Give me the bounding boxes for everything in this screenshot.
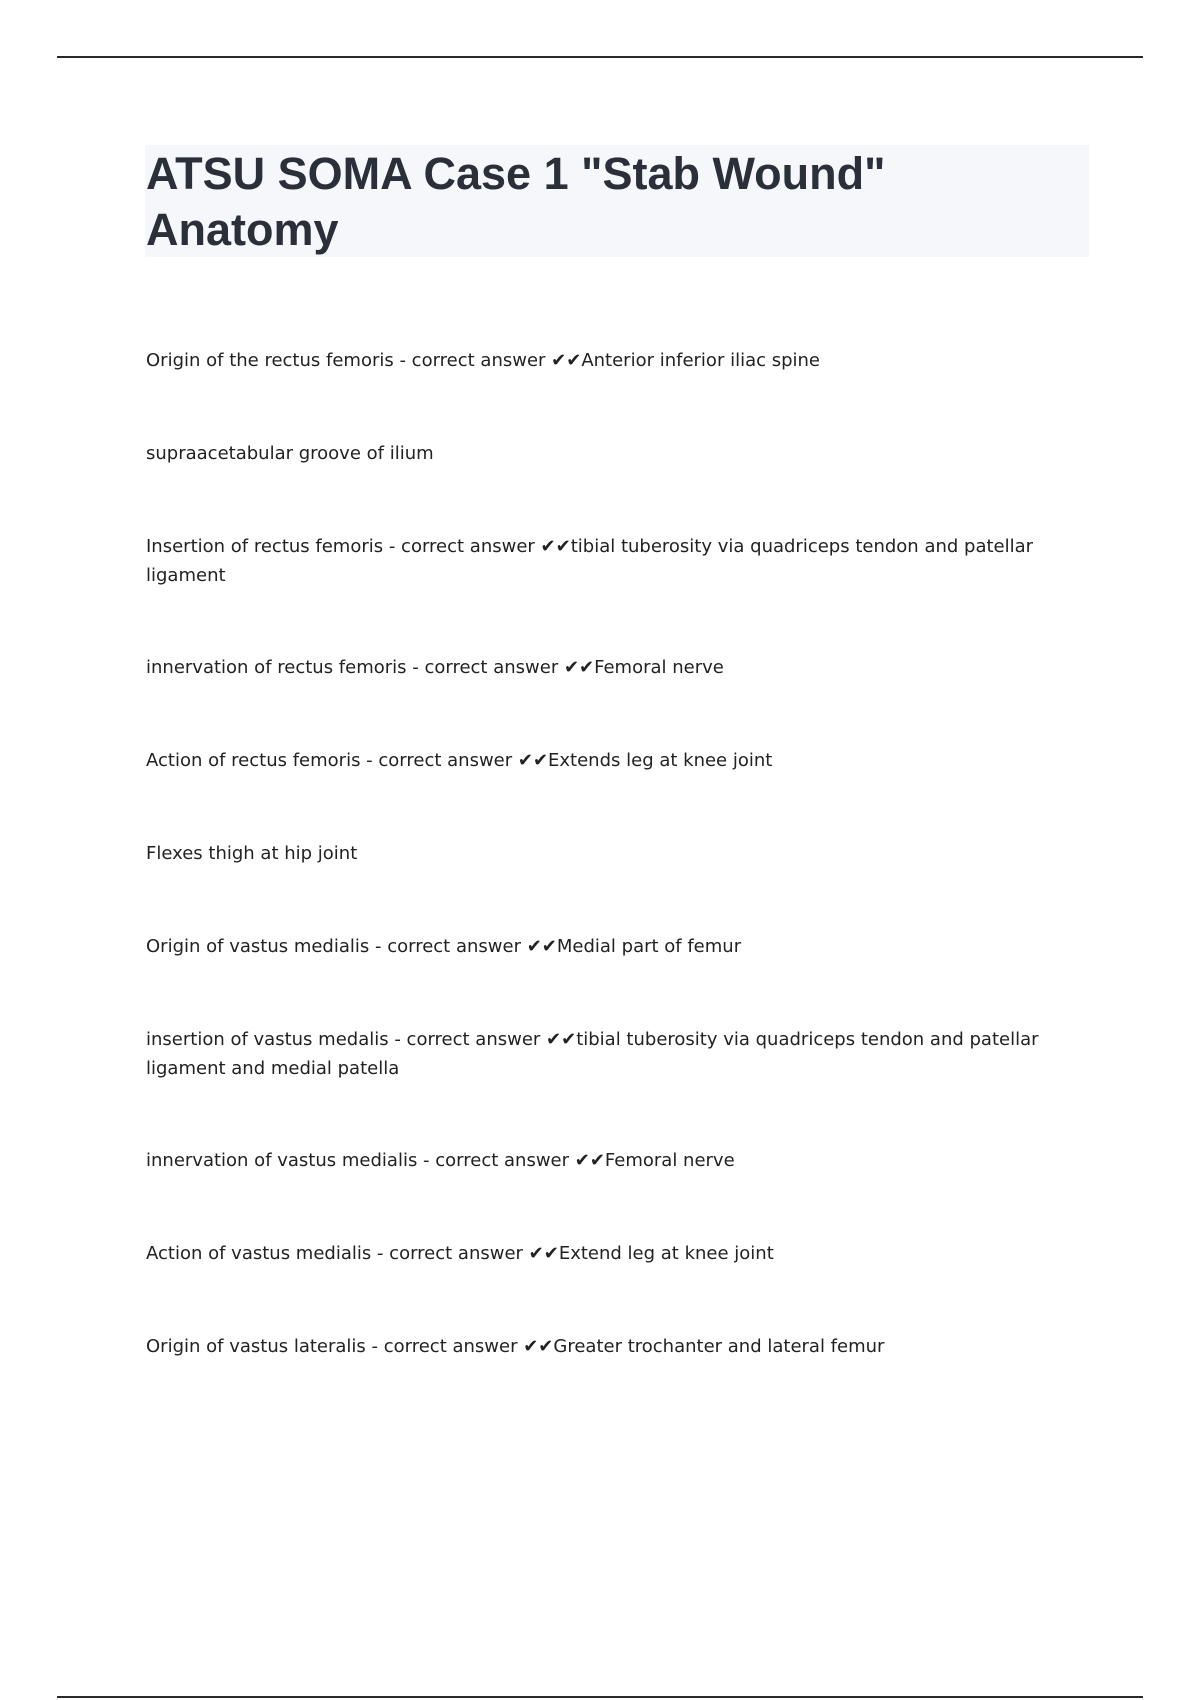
- page-title: ATSU SOMA Case 1 "Stab Wound" Anatomy: [146, 148, 886, 255]
- bottom-divider: [57, 1696, 1143, 1698]
- list-item: Insertion of rectus femoris - correct answer ✔✔tibial tuberosity via quadriceps tendon and patellar ligament: [146, 536, 1034, 586]
- list-item: supraacetabular groove of ilium: [146, 443, 434, 464]
- list-item: Action of vastus medialis - correct answer ✔✔Extend leg at knee joint: [146, 1243, 774, 1264]
- list-item: Origin of vastus medialis - correct answer ✔✔Medial part of femur: [146, 936, 742, 957]
- list-item: innervation of vastus medialis - correct answer ✔✔Femoral nerve: [146, 1150, 735, 1171]
- qa-list: [146, 344, 1066, 1423]
- list-item: Origin of vastus lateralis - correct answer ✔✔Greater trochanter and lateral femur: [146, 1336, 885, 1357]
- list-item: insertion of vastus medalis - correct answer ✔✔tibial tuberosity via quadriceps tendon and patellar ligament and medial patella: [146, 1029, 1039, 1079]
- list-item: Action of rectus femoris - correct answer ✔✔Extends leg at knee joint: [146, 750, 773, 771]
- list-item: innervation of rectus femoris - correct answer ✔✔Femoral nerve: [146, 657, 724, 678]
- top-divider: [57, 56, 1143, 58]
- list-item: Origin of the rectus femoris - correct answer ✔✔Anterior inferior iliac spine: [146, 350, 821, 371]
- list-item: Flexes thigh at hip joint: [146, 843, 358, 864]
